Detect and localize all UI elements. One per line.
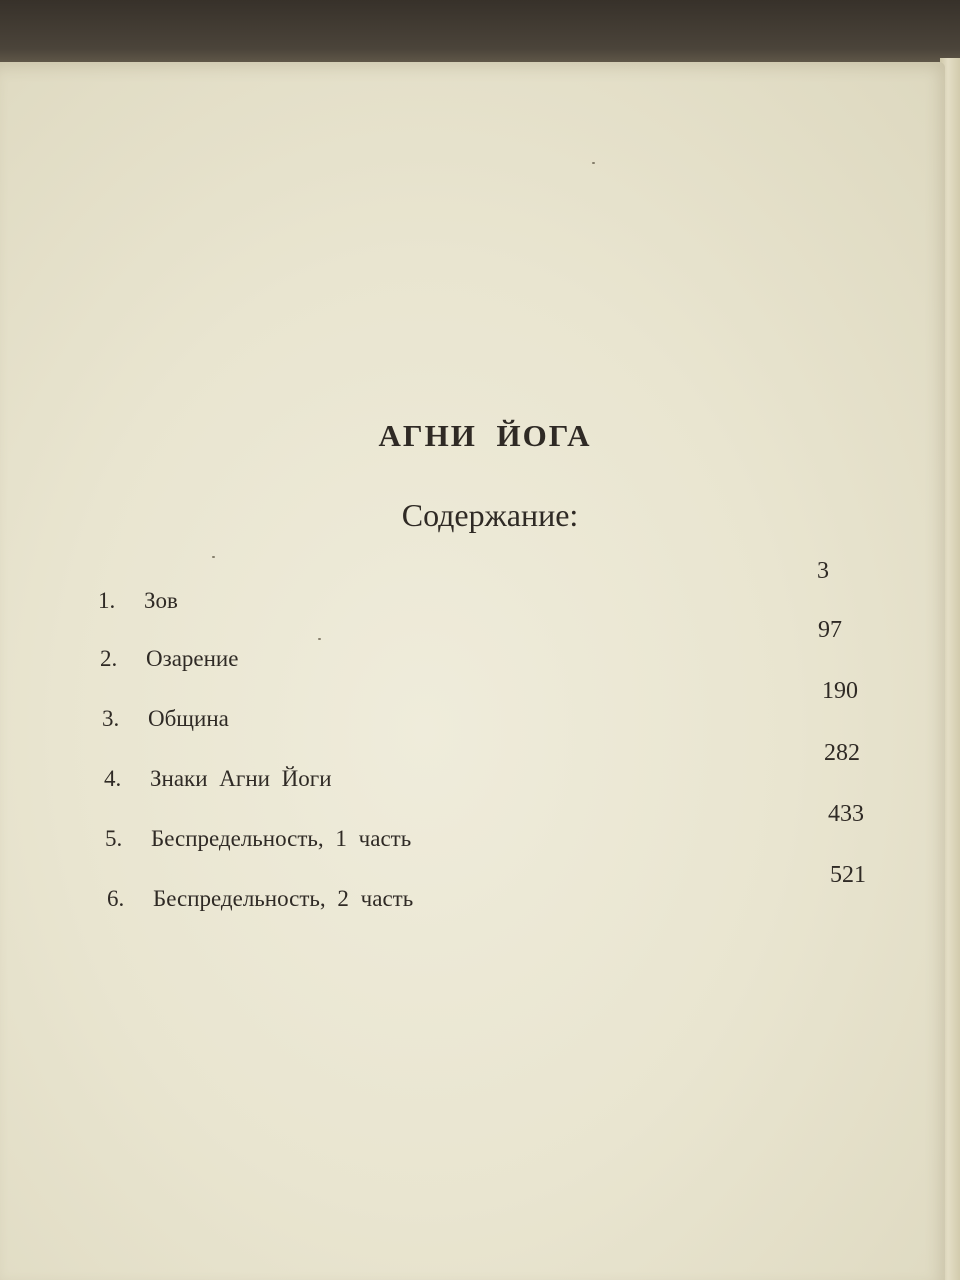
toc-entry-number: 5. [105,826,123,851]
toc-entry [107,886,413,912]
toc-entry-label: Знаки Агни Йоги [150,766,332,791]
toc-entry-label: Община [148,706,229,731]
toc-entry [104,766,332,792]
toc-page-number: 190 [822,678,858,704]
toc-page-number: 521 [830,862,866,888]
toc-heading: Содержание: [401,497,579,533]
toc-entry-label: Беспредельность, 2 часть [153,886,414,911]
toc-entry [105,826,411,852]
toc-page-number: 282 [824,740,860,766]
toc-entry [102,706,229,732]
toc-entry-number: 3. [102,706,120,731]
toc-entry-number: 6. [107,886,125,911]
toc-entry-label: Беспредельность, 1 часть [151,826,412,851]
toc-page-number: 433 [828,801,864,827]
toc-entry-number: 1. [98,588,116,613]
toc-entry-number: 4. [104,766,122,791]
toc-entry [98,588,178,614]
toc-entry [100,646,238,672]
toc-page-number: 3 [817,558,829,584]
toc-entry-label: Зов [144,588,178,613]
toc-entry-label: Озарение [146,646,239,671]
book-title: АГНИ ЙОГА [378,418,592,453]
toc-page-number: 97 [818,617,842,643]
toc-entry-number: 2. [100,646,118,671]
